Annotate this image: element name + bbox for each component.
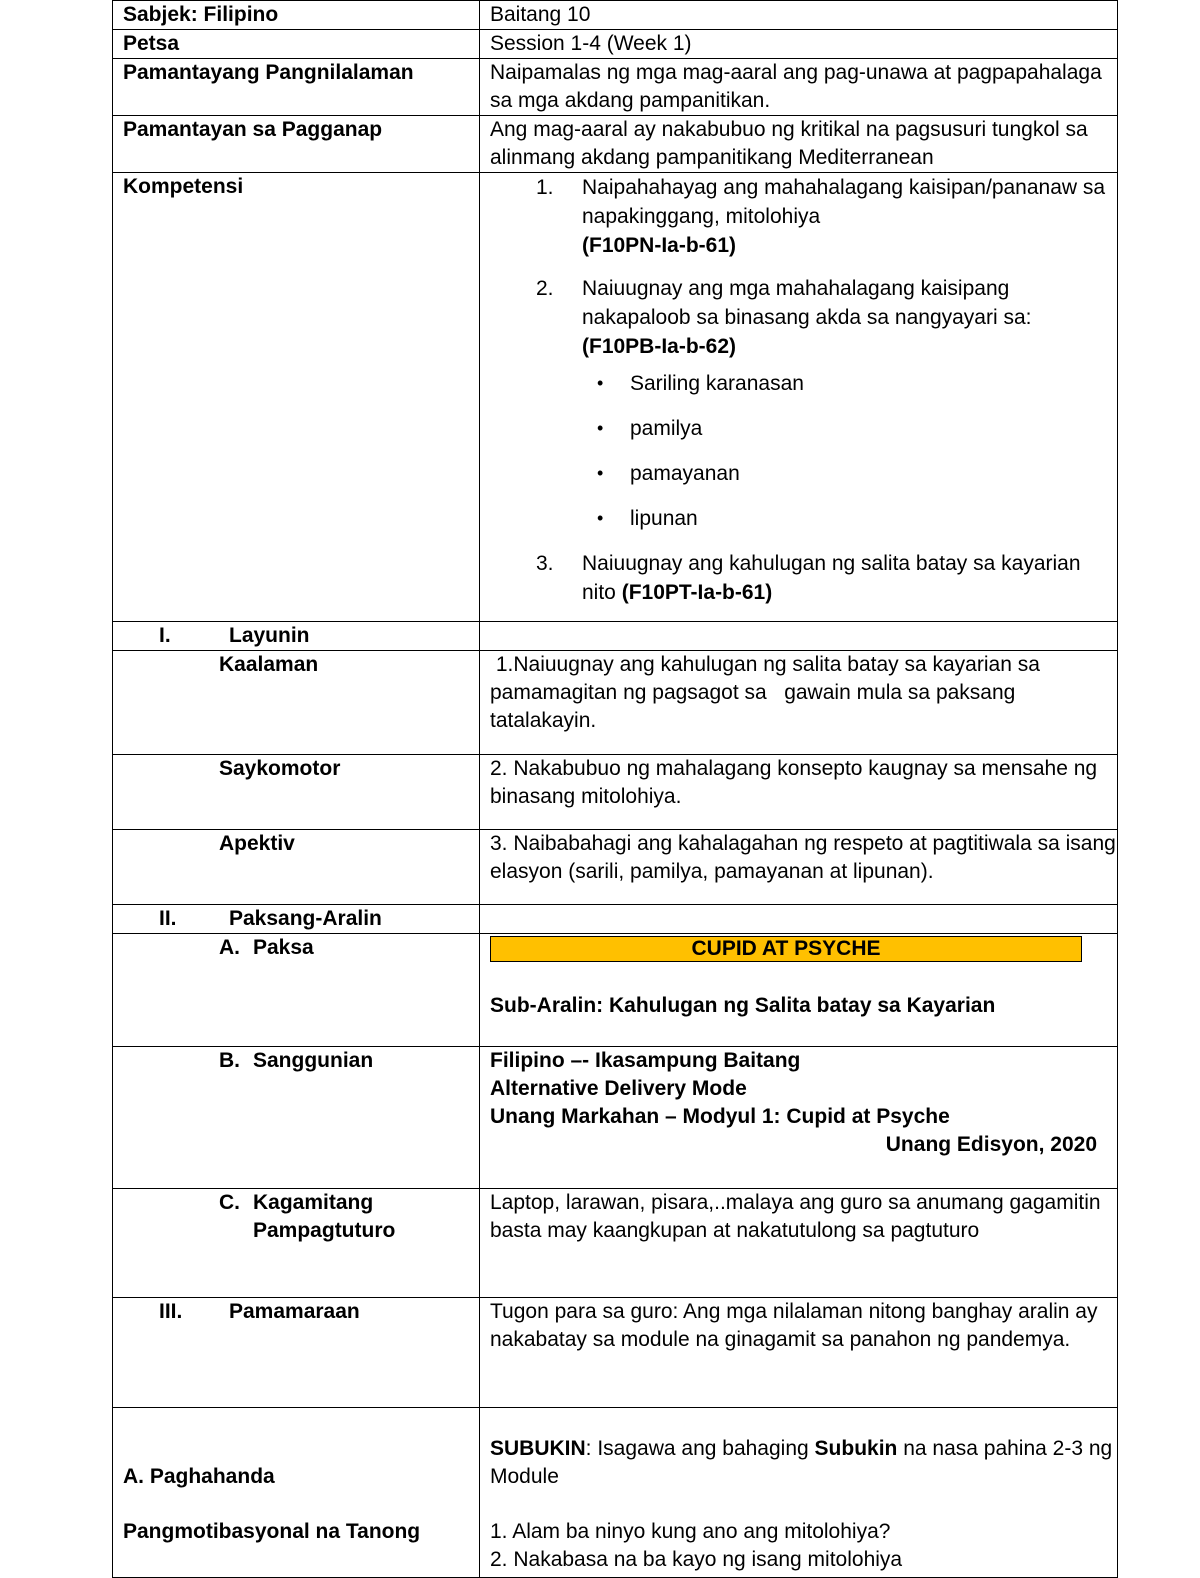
topic-label: A. Paksa (113, 934, 480, 1047)
list-item: • lipunan (490, 504, 1117, 533)
procedure-heading: III. Pamamaraan (113, 1298, 480, 1408)
session-value: Session 1-4 (Week 1) (480, 30, 1118, 59)
performance-standard-label: Pamantayan sa Pagganap (113, 116, 480, 173)
list-item: • pamayanan (490, 459, 1117, 488)
subject-label: Sabjek: Filipino (113, 1, 480, 30)
grade-value: Baitang 10 (480, 1, 1118, 30)
preparation-label: A. Paghahanda Pangmotibasyonal na Tanong (113, 1408, 480, 1578)
competency-list (480, 173, 1118, 622)
competency-item: 1. Naipahahayag ang mahahalagang kaisipan/pananaw sa napakinggang, mitolohiya (F10PN-Ia-b-61) (536, 176, 1106, 257)
list-item: • Sariling karanasan (490, 369, 1117, 398)
psychomotor-label: Saykomotor (113, 755, 480, 830)
affective-value: 3. Naibabahagi ang kahalagahan ng respeto at pagtitiwala sa isang elasyon (sarili, pamilya, pamayanan at lipunan). (480, 830, 1118, 905)
affective-label: Apektiv (113, 830, 480, 905)
reference-label: B. Sanggunian (113, 1047, 480, 1189)
knowledge-label: Kaalaman (113, 651, 480, 755)
knowledge-value: 1.Naiuugnay ang kahulugan ng salita batay sa kayarian sa pamamagitan ng pagsagot sa gawain mula sa paksang tatalakayin. (480, 651, 1118, 755)
competency-item: 2. Naiuugnay ang mga mahahalagang kaisipang nakapaloob sa binasang akda sa nangyayari sa: (F10PB-Ia-b-62) (536, 277, 1032, 358)
content-standard-value: Naipamalas ng mga mag-aaral ang pag-unawa at pagpapahalaga sa mga akdang pampanitikan. (480, 59, 1118, 116)
materials-label: C. Kagamitang Pampagtuturo (113, 1189, 480, 1298)
topic-title-box: CUPID AT PSYCHE (490, 936, 1082, 962)
content-standard-label: Pamantayang Pangnilalaman (113, 59, 480, 116)
psychomotor-value: 2. Nakabubuo ng mahalagang konsepto kaugnay sa mensahe ng binasang mitolohiya. (480, 755, 1118, 830)
performance-standard-value: Ang mag-aaral ay nakabubuo ng kritikal na pagsusuri tungkol sa alinmang akdang pampanitikang Mediterranean (480, 116, 1118, 173)
objectives-heading: I. Layunin (113, 622, 480, 651)
competency-label: Kompetensi (113, 173, 480, 622)
reference-value: Filipino –- Ikasampung Baitang Alternative Delivery Mode Unang Markahan – Modyul 1: Cupid at Psyche Unang Edisyon, 2020 (480, 1047, 1118, 1189)
materials-value: Laptop, larawan, pisara,..malaya ang guro sa anumang gagamitin basta may kaangkupan at nakatutulong sa pagtuturo (480, 1189, 1118, 1298)
subject-matter-heading: II. Paksang-Aralin (113, 905, 480, 934)
sub-lesson: Sub-Aralin: Kahulugan ng Salita batay sa Kayarian (490, 994, 996, 1017)
bullet-list (490, 369, 1117, 533)
topic-value (480, 934, 1118, 1047)
procedure-note: Tugon para sa guro: Ang mga nilalaman nitong banghay aralin ay nakabatay sa module na ginagamit sa panahon ng pandemya. (480, 1298, 1118, 1408)
date-label: Petsa (113, 30, 480, 59)
competency-item: 3. Naiuugnay ang kahulugan ng salita batay sa kayarian nito (F10PT-Ia-b-61) (536, 552, 1081, 604)
preparation-value: SUBUKIN: Isagawa ang bahaging Subukin na nasa pahina 2-3 ng Module 1. Alam ba ninyo kung ano ang mitolohiya? 2. Nakabasa na ba kayo ng isang mitolohiya (480, 1408, 1118, 1578)
list-item: • pamilya (490, 414, 1117, 443)
lesson-plan-table (112, 0, 1118, 1578)
